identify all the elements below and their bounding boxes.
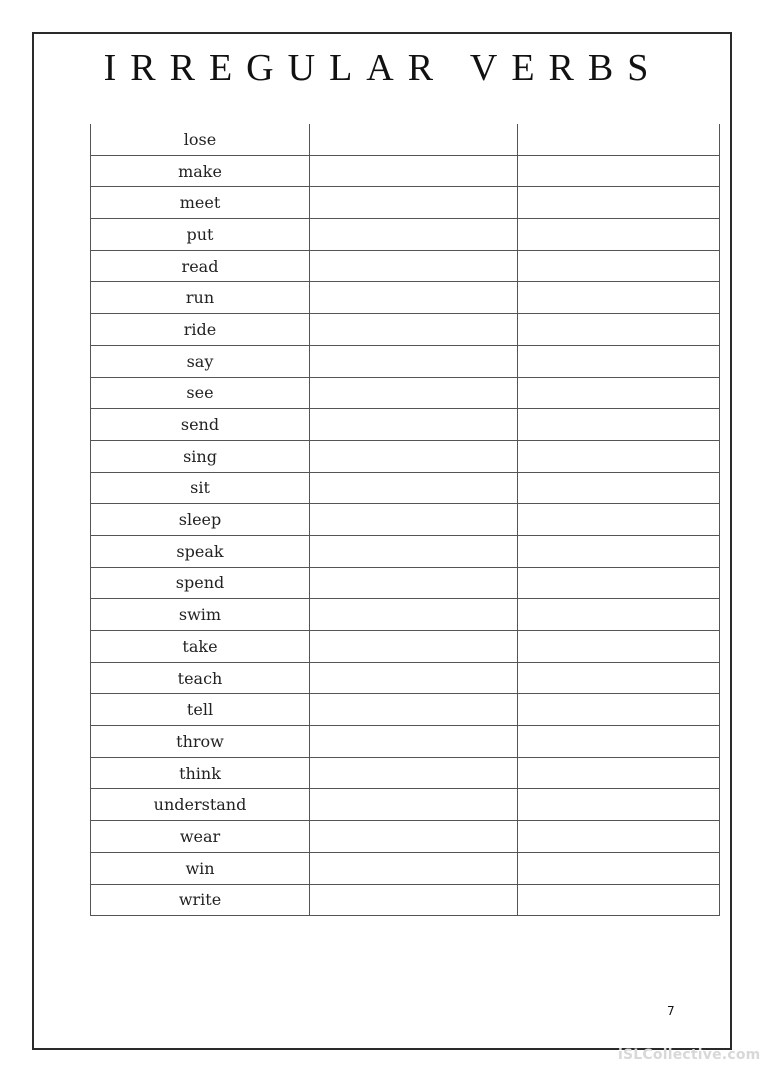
base-form-cell: meet: [90, 187, 309, 218]
table-row: [90, 821, 720, 853]
past-simple-cell[interactable]: [309, 473, 517, 504]
past-simple-cell[interactable]: [309, 346, 517, 377]
past-participle-cell[interactable]: [517, 409, 720, 440]
base-form-cell: spend: [90, 568, 309, 599]
past-simple-cell[interactable]: [309, 409, 517, 440]
past-simple-cell[interactable]: [309, 663, 517, 694]
past-simple-cell[interactable]: [309, 282, 517, 313]
table-row: [90, 156, 720, 188]
past-simple-cell[interactable]: [309, 694, 517, 725]
past-simple-cell[interactable]: [309, 758, 517, 789]
table-row: [90, 885, 720, 917]
base-form-cell: tell: [90, 694, 309, 725]
table-row: [90, 599, 720, 631]
table-row: [90, 346, 720, 378]
table-row: [90, 663, 720, 695]
page-number: 7: [667, 1004, 675, 1018]
table-row: [90, 504, 720, 536]
base-form-cell: see: [90, 378, 309, 409]
past-participle-cell[interactable]: [517, 124, 720, 155]
base-form-cell: wear: [90, 821, 309, 852]
past-participle-cell[interactable]: [517, 694, 720, 725]
base-form-cell: run: [90, 282, 309, 313]
table-row: [90, 631, 720, 663]
base-form-cell: sleep: [90, 504, 309, 535]
table-row: [90, 536, 720, 568]
base-form-cell: ride: [90, 314, 309, 345]
base-form-cell: make: [90, 156, 309, 187]
past-participle-cell[interactable]: [517, 568, 720, 599]
past-participle-cell[interactable]: [517, 631, 720, 662]
table-row: [90, 409, 720, 441]
past-participle-cell[interactable]: [517, 346, 720, 377]
past-simple-cell[interactable]: [309, 568, 517, 599]
base-form-cell: think: [90, 758, 309, 789]
table-row: [90, 219, 720, 251]
past-participle-cell[interactable]: [517, 885, 720, 916]
past-participle-cell[interactable]: [517, 473, 720, 504]
base-form-cell: write: [90, 885, 309, 916]
past-participle-cell[interactable]: [517, 599, 720, 630]
past-simple-cell[interactable]: [309, 251, 517, 282]
past-participle-cell[interactable]: [517, 504, 720, 535]
base-form-cell: send: [90, 409, 309, 440]
past-simple-cell[interactable]: [309, 378, 517, 409]
past-participle-cell[interactable]: [517, 219, 720, 250]
past-simple-cell[interactable]: [309, 821, 517, 852]
table-row: [90, 473, 720, 505]
base-form-cell: throw: [90, 726, 309, 757]
page-title: IRREGULAR VERBS: [103, 47, 663, 89]
table-row: [90, 789, 720, 821]
table-row: [90, 758, 720, 790]
table-row: [90, 378, 720, 410]
past-participle-cell[interactable]: [517, 758, 720, 789]
past-simple-cell[interactable]: [309, 536, 517, 567]
table-row: [90, 314, 720, 346]
past-participle-cell[interactable]: [517, 441, 720, 472]
past-participle-cell[interactable]: [517, 314, 720, 345]
table-row: [90, 441, 720, 473]
past-simple-cell[interactable]: [309, 504, 517, 535]
base-form-cell: take: [90, 631, 309, 662]
table-row: [90, 853, 720, 885]
base-form-cell: swim: [90, 599, 309, 630]
base-form-cell: teach: [90, 663, 309, 694]
table-row: [90, 282, 720, 314]
past-simple-cell[interactable]: [309, 187, 517, 218]
base-form-cell: lose: [90, 124, 309, 155]
table-row: [90, 187, 720, 219]
past-simple-cell[interactable]: [309, 314, 517, 345]
table-row: [90, 568, 720, 600]
base-form-cell: speak: [90, 536, 309, 567]
past-participle-cell[interactable]: [517, 663, 720, 694]
past-participle-cell[interactable]: [517, 378, 720, 409]
past-simple-cell[interactable]: [309, 726, 517, 757]
past-simple-cell[interactable]: [309, 789, 517, 820]
table-row: [90, 694, 720, 726]
past-simple-cell[interactable]: [309, 885, 517, 916]
past-simple-cell[interactable]: [309, 599, 517, 630]
past-participle-cell[interactable]: [517, 187, 720, 218]
table-row: [90, 251, 720, 283]
past-participle-cell[interactable]: [517, 282, 720, 313]
past-simple-cell[interactable]: [309, 124, 517, 155]
past-participle-cell[interactable]: [517, 156, 720, 187]
base-form-cell: put: [90, 219, 309, 250]
watermark-logo: iSLCollective.com: [618, 1047, 761, 1063]
base-form-cell: say: [90, 346, 309, 377]
base-form-cell: read: [90, 251, 309, 282]
past-participle-cell[interactable]: [517, 789, 720, 820]
base-form-cell: sing: [90, 441, 309, 472]
past-simple-cell[interactable]: [309, 631, 517, 662]
past-participle-cell[interactable]: [517, 251, 720, 282]
past-participle-cell[interactable]: [517, 821, 720, 852]
past-simple-cell[interactable]: [309, 219, 517, 250]
base-form-cell: understand: [90, 789, 309, 820]
table-row: [90, 726, 720, 758]
base-form-cell: win: [90, 853, 309, 884]
table-row: [90, 124, 720, 156]
base-form-cell: sit: [90, 473, 309, 504]
past-simple-cell[interactable]: [309, 853, 517, 884]
past-participle-cell[interactable]: [517, 853, 720, 884]
past-simple-cell[interactable]: [309, 156, 517, 187]
past-participle-cell[interactable]: [517, 726, 720, 757]
verb-table: [90, 124, 720, 916]
past-simple-cell[interactable]: [309, 441, 517, 472]
past-participle-cell[interactable]: [517, 536, 720, 567]
